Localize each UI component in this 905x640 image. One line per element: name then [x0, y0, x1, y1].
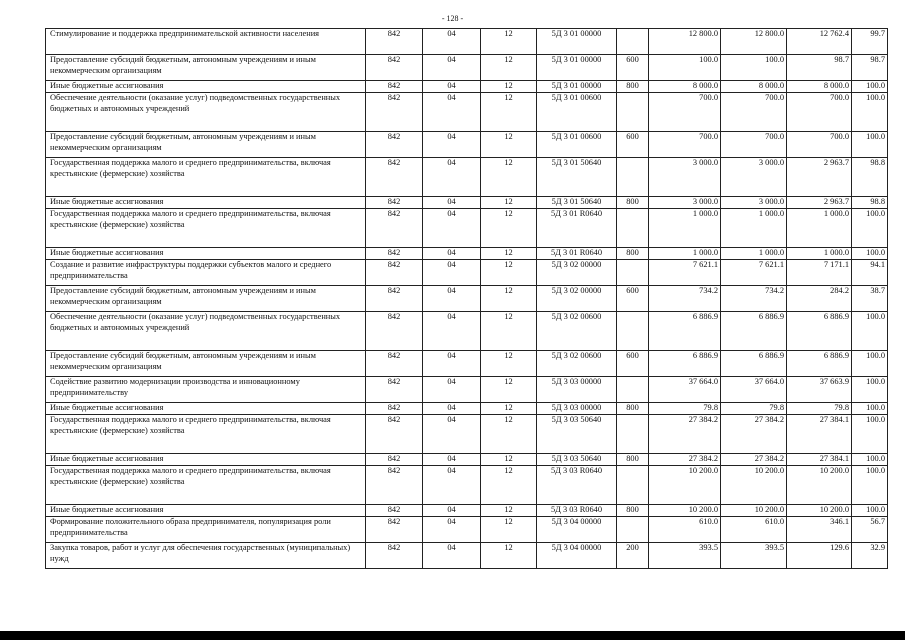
row-description: Государственная поддержка малого и среднего предпринимательства, включая крестьянские (фермерские) хозяйства	[46, 209, 366, 248]
execution-percent: 32.9	[852, 543, 888, 569]
refined-amount: 27 384.2	[721, 454, 787, 466]
expense-type-code	[617, 377, 649, 403]
target-article-code: 5Д 3 01 R0640	[537, 248, 617, 260]
ministry-code: 842	[366, 312, 423, 351]
approved-amount: 3 000.0	[649, 158, 721, 197]
table-row	[46, 158, 888, 197]
refined-amount: 700.0	[721, 132, 787, 158]
refined-amount: 100.0	[721, 55, 787, 81]
executed-amount: 1 000.0	[787, 209, 852, 248]
section-code: 04	[423, 351, 481, 377]
table-row	[46, 286, 888, 312]
target-article-code: 5Д 3 01 00000	[537, 81, 617, 93]
executed-amount: 7 171.1	[787, 260, 852, 286]
target-article-code: 5Д 3 02 00600	[537, 312, 617, 351]
ministry-code: 842	[366, 132, 423, 158]
execution-percent: 100.0	[852, 351, 888, 377]
row-description: Обеспечение деятельности (оказание услуг) подведомственных государственных бюджетных и автономных учреждений	[46, 312, 366, 351]
target-article-code: 5Д 3 03 50640	[537, 454, 617, 466]
subsection-code: 12	[481, 81, 537, 93]
ministry-code: 842	[366, 403, 423, 415]
expense-type-code	[617, 415, 649, 454]
section-code: 04	[423, 543, 481, 569]
row-description: Иные бюджетные ассигнования	[46, 505, 366, 517]
executed-amount: 1 000.0	[787, 248, 852, 260]
refined-amount: 393.5	[721, 543, 787, 569]
subsection-code: 12	[481, 260, 537, 286]
executed-amount: 12 762.4	[787, 29, 852, 55]
approved-amount: 1 000.0	[649, 209, 721, 248]
table-row	[46, 197, 888, 209]
approved-amount: 734.2	[649, 286, 721, 312]
refined-amount: 610.0	[721, 517, 787, 543]
target-article-code: 5Д 3 04 00000	[537, 543, 617, 569]
expense-type-code	[617, 466, 649, 505]
ministry-code: 842	[366, 260, 423, 286]
executed-amount: 10 200.0	[787, 466, 852, 505]
target-article-code: 5Д 3 01 00000	[537, 55, 617, 81]
subsection-code: 12	[481, 377, 537, 403]
row-description: Создание и развитие инфраструктуры поддержки субъектов малого и среднего предпринимательства	[46, 260, 366, 286]
row-description: Государственная поддержка малого и среднего предпринимательства, включая крестьянские (фермерские) хозяйства	[46, 466, 366, 505]
execution-percent: 100.0	[852, 505, 888, 517]
subsection-code: 12	[481, 312, 537, 351]
target-article-code: 5Д 3 03 R0640	[537, 505, 617, 517]
section-code: 04	[423, 517, 481, 543]
section-code: 04	[423, 505, 481, 517]
budget-table	[45, 28, 888, 569]
executed-amount: 37 663.9	[787, 377, 852, 403]
target-article-code: 5Д 3 01 50640	[537, 158, 617, 197]
approved-amount: 393.5	[649, 543, 721, 569]
section-code: 04	[423, 197, 481, 209]
ministry-code: 842	[366, 377, 423, 403]
subsection-code: 12	[481, 197, 537, 209]
row-description: Иные бюджетные ассигнования	[46, 248, 366, 260]
approved-amount: 37 664.0	[649, 377, 721, 403]
refined-amount: 734.2	[721, 286, 787, 312]
expense-type-code: 800	[617, 248, 649, 260]
ministry-code: 842	[366, 351, 423, 377]
executed-amount: 27 384.1	[787, 415, 852, 454]
execution-percent: 99.7	[852, 29, 888, 55]
expense-type-code	[617, 209, 649, 248]
refined-amount: 8 000.0	[721, 81, 787, 93]
page-number: - 128 -	[441, 14, 464, 23]
subsection-code: 12	[481, 132, 537, 158]
target-article-code: 5Д 3 03 50640	[537, 415, 617, 454]
expense-type-code: 800	[617, 81, 649, 93]
ministry-code: 842	[366, 505, 423, 517]
executed-amount: 27 384.1	[787, 454, 852, 466]
section-code: 04	[423, 81, 481, 93]
row-description: Формирование положительного образа предпринимателя, популяризация роли предпринимательства	[46, 517, 366, 543]
table-row	[46, 132, 888, 158]
refined-amount: 6 886.9	[721, 312, 787, 351]
table-row	[46, 543, 888, 569]
row-description: Предоставление субсидий бюджетным, автономным учреждениям и иным некоммерческим организациям	[46, 55, 366, 81]
table-row	[46, 312, 888, 351]
execution-percent: 100.0	[852, 209, 888, 248]
ministry-code: 842	[366, 81, 423, 93]
ministry-code: 842	[366, 286, 423, 312]
refined-amount: 37 664.0	[721, 377, 787, 403]
ministry-code: 842	[366, 55, 423, 81]
section-code: 04	[423, 286, 481, 312]
approved-amount: 10 200.0	[649, 505, 721, 517]
approved-amount: 100.0	[649, 55, 721, 81]
table-row	[46, 93, 888, 132]
row-description: Обеспечение деятельности (оказание услуг) подведомственных государственных бюджетных и автономных учреждений	[46, 93, 366, 132]
table-row	[46, 209, 888, 248]
execution-percent: 100.0	[852, 132, 888, 158]
expense-type-code: 600	[617, 132, 649, 158]
target-article-code: 5Д 3 02 00000	[537, 260, 617, 286]
execution-percent: 98.8	[852, 158, 888, 197]
ministry-code: 842	[366, 93, 423, 132]
execution-percent: 100.0	[852, 312, 888, 351]
section-code: 04	[423, 158, 481, 197]
expense-type-code: 800	[617, 454, 649, 466]
expense-type-code: 600	[617, 55, 649, 81]
execution-percent: 98.7	[852, 55, 888, 81]
approved-amount: 6 886.9	[649, 312, 721, 351]
approved-amount: 6 886.9	[649, 351, 721, 377]
refined-amount: 6 886.9	[721, 351, 787, 377]
refined-amount: 3 000.0	[721, 158, 787, 197]
row-description: Иные бюджетные ассигнования	[46, 403, 366, 415]
subsection-code: 12	[481, 55, 537, 81]
executed-amount: 700.0	[787, 93, 852, 132]
expense-type-code	[617, 517, 649, 543]
ministry-code: 842	[366, 248, 423, 260]
execution-percent: 100.0	[852, 93, 888, 132]
subsection-code: 12	[481, 403, 537, 415]
executed-amount: 700.0	[787, 132, 852, 158]
approved-amount: 27 384.2	[649, 454, 721, 466]
ministry-code: 842	[366, 415, 423, 454]
expense-type-code	[617, 158, 649, 197]
target-article-code: 5Д 3 01 00000	[537, 29, 617, 55]
execution-percent: 56.7	[852, 517, 888, 543]
table-row	[46, 517, 888, 543]
refined-amount: 10 200.0	[721, 466, 787, 505]
section-code: 04	[423, 403, 481, 415]
expense-type-code	[617, 29, 649, 55]
execution-percent: 100.0	[852, 454, 888, 466]
row-description: Иные бюджетные ассигнования	[46, 454, 366, 466]
row-description: Государственная поддержка малого и среднего предпринимательства, включая крестьянские (фермерские) хозяйства	[46, 415, 366, 454]
target-article-code: 5Д 3 03 R0640	[537, 466, 617, 505]
subsection-code: 12	[481, 543, 537, 569]
expense-type-code	[617, 93, 649, 132]
section-code: 04	[423, 260, 481, 286]
row-description: Предоставление субсидий бюджетным, автономным учреждениям и иным некоммерческим организациям	[46, 286, 366, 312]
target-article-code: 5Д 3 01 R0640	[537, 209, 617, 248]
table-row	[46, 260, 888, 286]
row-description: Закупка товаров, работ и услуг для обеспечения государственных (муниципальных) нужд	[46, 543, 366, 569]
execution-percent: 100.0	[852, 466, 888, 505]
target-article-code: 5Д 3 04 00000	[537, 517, 617, 543]
executed-amount: 129.6	[787, 543, 852, 569]
execution-percent: 100.0	[852, 415, 888, 454]
execution-percent: 100.0	[852, 81, 888, 93]
executed-amount: 2 963.7	[787, 158, 852, 197]
subsection-code: 12	[481, 158, 537, 197]
approved-amount: 12 800.0	[649, 29, 721, 55]
section-code: 04	[423, 55, 481, 81]
target-article-code: 5Д 3 02 00600	[537, 351, 617, 377]
ministry-code: 842	[366, 454, 423, 466]
subsection-code: 12	[481, 454, 537, 466]
subsection-code: 12	[481, 351, 537, 377]
execution-percent: 94.1	[852, 260, 888, 286]
refined-amount: 79.8	[721, 403, 787, 415]
refined-amount: 10 200.0	[721, 505, 787, 517]
subsection-code: 12	[481, 29, 537, 55]
table-row	[46, 403, 888, 415]
execution-percent: 100.0	[852, 377, 888, 403]
executed-amount: 346.1	[787, 517, 852, 543]
executed-amount: 284.2	[787, 286, 852, 312]
execution-percent: 38.7	[852, 286, 888, 312]
approved-amount: 1 000.0	[649, 248, 721, 260]
executed-amount: 6 886.9	[787, 312, 852, 351]
executed-amount: 8 000.0	[787, 81, 852, 93]
section-code: 04	[423, 415, 481, 454]
row-description: Государственная поддержка малого и среднего предпринимательства, включая крестьянские (фермерские) хозяйства	[46, 158, 366, 197]
approved-amount: 700.0	[649, 93, 721, 132]
target-article-code: 5Д 3 03 00000	[537, 403, 617, 415]
ministry-code: 842	[366, 517, 423, 543]
section-code: 04	[423, 29, 481, 55]
expense-type-code: 200	[617, 543, 649, 569]
table-row	[46, 351, 888, 377]
target-article-code: 5Д 3 01 00600	[537, 132, 617, 158]
section-code: 04	[423, 454, 481, 466]
expense-type-code: 800	[617, 197, 649, 209]
expense-type-code	[617, 312, 649, 351]
executed-amount: 10 200.0	[787, 505, 852, 517]
expense-type-code: 600	[617, 286, 649, 312]
execution-percent: 100.0	[852, 248, 888, 260]
refined-amount: 12 800.0	[721, 29, 787, 55]
section-code: 04	[423, 132, 481, 158]
row-description: Иные бюджетные ассигнования	[46, 81, 366, 93]
table-row	[46, 415, 888, 454]
subsection-code: 12	[481, 466, 537, 505]
executed-amount: 98.7	[787, 55, 852, 81]
refined-amount: 3 000.0	[721, 197, 787, 209]
section-code: 04	[423, 209, 481, 248]
target-article-code: 5Д 3 01 00600	[537, 93, 617, 132]
section-code: 04	[423, 93, 481, 132]
approved-amount: 610.0	[649, 517, 721, 543]
row-description: Стимулирование и поддержка предпринимательской активности населения	[46, 29, 366, 55]
table-row	[46, 505, 888, 517]
approved-amount: 7 621.1	[649, 260, 721, 286]
ministry-code: 842	[366, 197, 423, 209]
refined-amount: 1 000.0	[721, 248, 787, 260]
row-description: Предоставление субсидий бюджетным, автономным учреждениям и иным некоммерческим организациям	[46, 132, 366, 158]
execution-percent: 100.0	[852, 403, 888, 415]
table-row	[46, 248, 888, 260]
expense-type-code: 800	[617, 403, 649, 415]
subsection-code: 12	[481, 517, 537, 543]
executed-amount: 79.8	[787, 403, 852, 415]
approved-amount: 8 000.0	[649, 81, 721, 93]
refined-amount: 27 384.2	[721, 415, 787, 454]
row-description: Содействие развитию модернизации производства и инновационному предпринимательству	[46, 377, 366, 403]
table-row	[46, 454, 888, 466]
approved-amount: 3 000.0	[649, 197, 721, 209]
table-row	[46, 466, 888, 505]
row-description: Иные бюджетные ассигнования	[46, 197, 366, 209]
target-article-code: 5Д 3 01 50640	[537, 197, 617, 209]
expense-type-code: 600	[617, 351, 649, 377]
subsection-code: 12	[481, 93, 537, 132]
expense-type-code	[617, 260, 649, 286]
scan-edge-band	[0, 631, 905, 640]
table-row	[46, 29, 888, 55]
ministry-code: 842	[366, 543, 423, 569]
target-article-code: 5Д 3 02 00000	[537, 286, 617, 312]
refined-amount: 7 621.1	[721, 260, 787, 286]
approved-amount: 79.8	[649, 403, 721, 415]
execution-percent: 98.8	[852, 197, 888, 209]
section-code: 04	[423, 377, 481, 403]
refined-amount: 700.0	[721, 93, 787, 132]
executed-amount: 6 886.9	[787, 351, 852, 377]
ministry-code: 842	[366, 209, 423, 248]
subsection-code: 12	[481, 415, 537, 454]
table-body	[46, 29, 888, 569]
section-code: 04	[423, 312, 481, 351]
table-row	[46, 81, 888, 93]
table-row	[46, 377, 888, 403]
executed-amount: 2 963.7	[787, 197, 852, 209]
section-code: 04	[423, 466, 481, 505]
target-article-code: 5Д 3 03 00000	[537, 377, 617, 403]
subsection-code: 12	[481, 248, 537, 260]
refined-amount: 1 000.0	[721, 209, 787, 248]
ministry-code: 842	[366, 466, 423, 505]
section-code: 04	[423, 248, 481, 260]
approved-amount: 700.0	[649, 132, 721, 158]
subsection-code: 12	[481, 209, 537, 248]
approved-amount: 10 200.0	[649, 466, 721, 505]
subsection-code: 12	[481, 286, 537, 312]
table-row	[46, 55, 888, 81]
ministry-code: 842	[366, 29, 423, 55]
approved-amount: 27 384.2	[649, 415, 721, 454]
expense-type-code: 800	[617, 505, 649, 517]
subsection-code: 12	[481, 505, 537, 517]
row-description: Предоставление субсидий бюджетным, автономным учреждениям и иным некоммерческим организациям	[46, 351, 366, 377]
ministry-code: 842	[366, 158, 423, 197]
